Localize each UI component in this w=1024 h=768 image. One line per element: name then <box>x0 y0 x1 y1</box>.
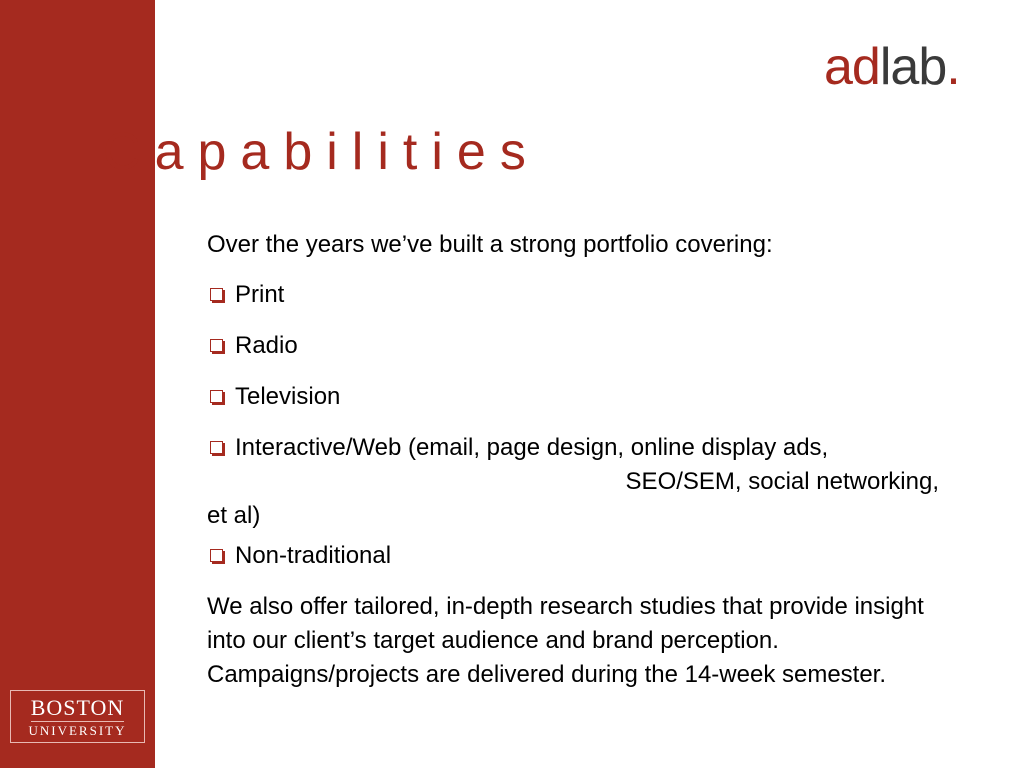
capabilities-list <box>207 278 952 573</box>
outro-text: We also offer tailored, in-depth research studies that provide insight into our client’s target audience and brand perception. Campaigns/projects are delivered during the 14-week semester. <box>207 593 924 688</box>
list-item-label: Television <box>235 383 341 410</box>
list-item-continuation: SEO/SEM, social networking, <box>625 468 939 495</box>
checkbox-icon <box>210 441 223 454</box>
page-title-first-letter: C <box>103 123 155 181</box>
adlab-logo-dot: . <box>946 38 960 96</box>
adlab-logo-lab: lab <box>879 38 947 96</box>
page-title-rest: apabilities <box>154 123 540 181</box>
list-item <box>207 431 952 533</box>
checkbox-icon <box>210 390 223 403</box>
list-item-line <box>207 431 952 465</box>
adlab-logo-ad: ad <box>824 38 880 96</box>
page-title <box>103 122 540 182</box>
checkbox-icon <box>210 339 223 352</box>
list-item-label: Interactive/Web (email, page design, online display ads, <box>235 434 829 461</box>
list-item <box>207 380 952 414</box>
checkbox-icon <box>210 288 223 301</box>
university-logo-bottom: UNIVERSITY <box>28 722 127 738</box>
slide-body <box>207 228 952 692</box>
intro-text: Over the years we’ve built a strong portfolio covering: <box>207 231 773 258</box>
list-item-label: Non-traditional <box>235 542 392 569</box>
boston-university-logo <box>10 690 145 743</box>
list-item <box>207 278 952 312</box>
list-item <box>207 539 952 573</box>
university-logo-top: BOSTON <box>30 694 125 720</box>
checkbox-icon <box>210 549 223 562</box>
adlab-logo <box>824 35 1004 100</box>
list-item-label: Radio <box>235 332 298 359</box>
list-item-continuation: et al) <box>207 502 261 529</box>
list-item <box>207 329 952 363</box>
sidebar-band <box>0 0 155 768</box>
list-item-label: Print <box>235 281 285 308</box>
